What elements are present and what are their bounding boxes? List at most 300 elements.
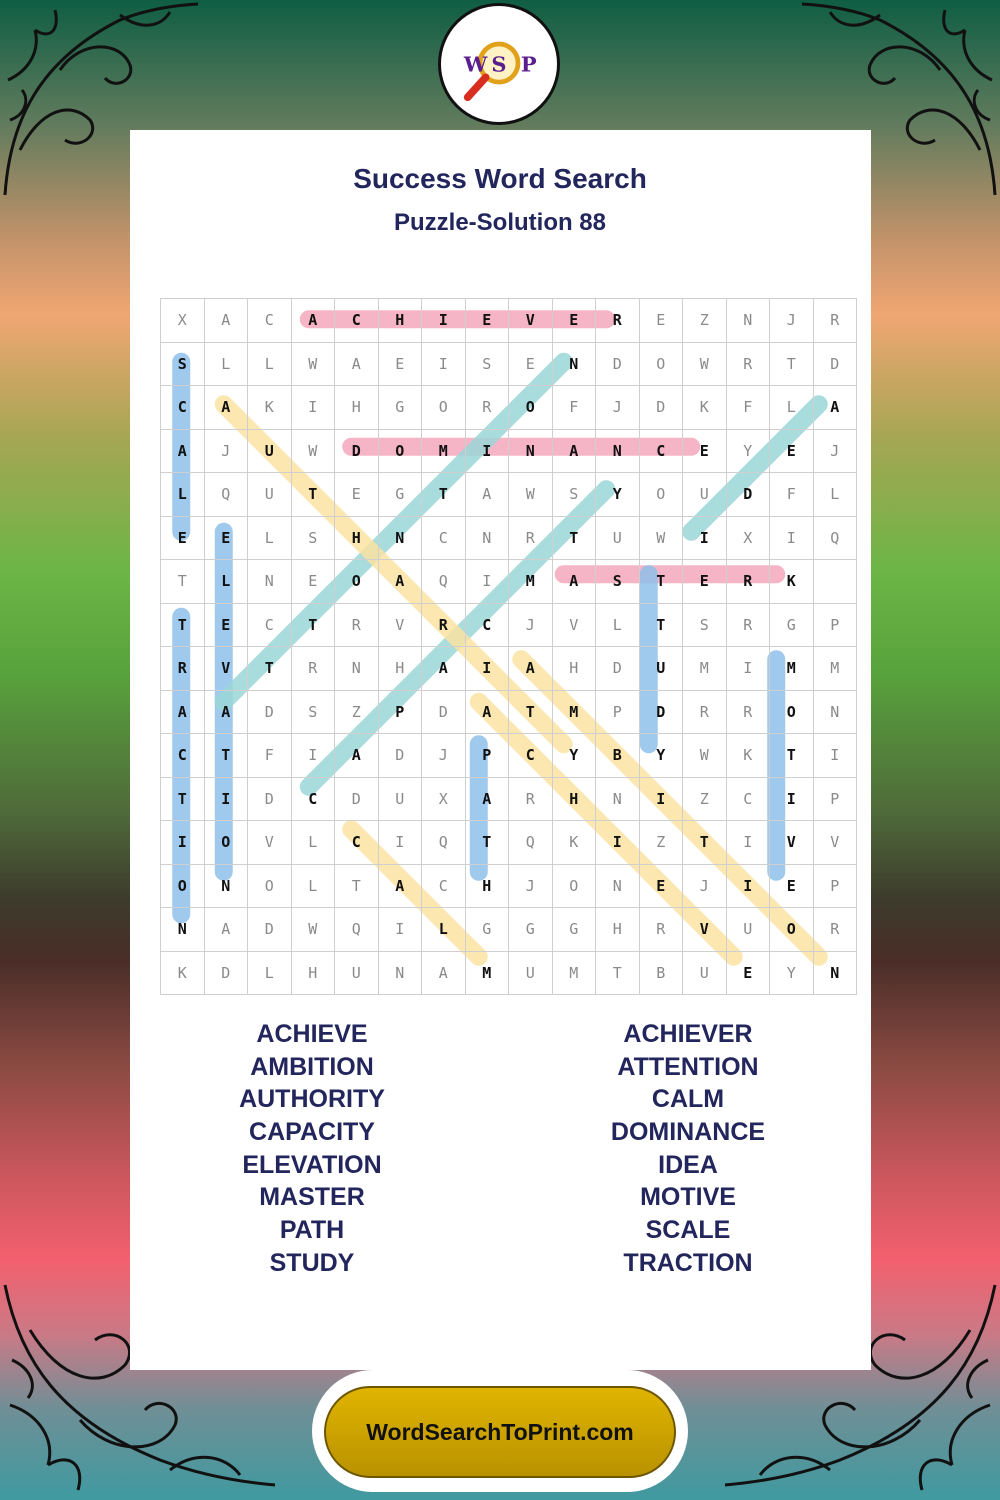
grid-cell[interactable]: V [813, 821, 857, 865]
grid-cell[interactable]: W [509, 473, 553, 517]
word-list-item: CAPACITY [249, 1118, 375, 1147]
grid-cell[interactable]: C [291, 777, 335, 821]
grid-row [161, 734, 857, 778]
grid-cell[interactable]: J [509, 603, 553, 647]
grid-cell[interactable]: H [335, 516, 379, 560]
grid-cell[interactable]: R [291, 647, 335, 691]
grid-cell[interactable]: N [552, 342, 596, 386]
grid-cell[interactable]: P [465, 734, 509, 778]
grid-cell[interactable]: O [161, 864, 205, 908]
word-list-item: IDEA [658, 1150, 718, 1179]
grid-cell[interactable]: E [683, 560, 727, 604]
grid-cell[interactable]: Y [639, 734, 683, 778]
grid-cell[interactable]: G [465, 908, 509, 952]
grid-cell[interactable]: B [639, 951, 683, 995]
grid-cell[interactable]: E [335, 473, 379, 517]
grid-cell[interactable]: N [596, 777, 640, 821]
grid-cell[interactable]: L [204, 560, 248, 604]
grid-cell[interactable]: C [509, 734, 553, 778]
grid-cell[interactable]: T [161, 777, 205, 821]
grid-cell[interactable]: O [770, 908, 814, 952]
logo-letter-s: S [491, 51, 507, 77]
grid-cell[interactable]: U [596, 516, 640, 560]
grid-cell[interactable]: R [335, 603, 379, 647]
grid-cell[interactable]: P [813, 603, 857, 647]
grid-cell[interactable]: C [248, 603, 292, 647]
grid-cell[interactable]: W [639, 516, 683, 560]
grid-cell[interactable]: I [726, 864, 770, 908]
grid-cell[interactable]: R [726, 560, 770, 604]
grid-cell[interactable]: A [204, 690, 248, 734]
grid-cell[interactable]: A [161, 429, 205, 473]
grid-cell[interactable]: D [378, 734, 422, 778]
grid-cell[interactable]: U [335, 951, 379, 995]
grid-cell[interactable]: H [291, 951, 335, 995]
grid-cell[interactable]: I [770, 777, 814, 821]
grid-cell[interactable]: D [639, 690, 683, 734]
grid-cell[interactable]: Z [335, 690, 379, 734]
grid-cell[interactable]: E [161, 516, 205, 560]
grid-cell[interactable]: U [509, 951, 553, 995]
grid-cell[interactable]: X [161, 299, 205, 343]
grid-cell[interactable]: A [465, 473, 509, 517]
word-list-item: ATTENTION [617, 1052, 759, 1081]
grid-cell[interactable]: T [248, 647, 292, 691]
grid-cell[interactable]: U [683, 951, 727, 995]
grid-cell[interactable]: A [204, 299, 248, 343]
grid-cell[interactable]: U [248, 473, 292, 517]
grid-cell[interactable]: C [465, 603, 509, 647]
grid-cell[interactable]: I [291, 734, 335, 778]
grid-cell[interactable]: P [378, 690, 422, 734]
grid-cell[interactable]: A [552, 429, 596, 473]
grid-cell[interactable]: I [422, 299, 466, 343]
grid-cell[interactable]: E [204, 516, 248, 560]
grid-cell[interactable]: R [422, 603, 466, 647]
magnifier-icon [441, 6, 557, 122]
grid-cell[interactable]: C [248, 299, 292, 343]
word-list-item: AMBITION [250, 1052, 374, 1081]
grid-cell[interactable]: T [639, 603, 683, 647]
grid-cell[interactable]: Z [683, 777, 727, 821]
grid-cell[interactable]: Q [335, 908, 379, 952]
word-list-item: DOMINANCE [610, 1118, 766, 1147]
grid-cell[interactable]: I [465, 560, 509, 604]
grid-cell[interactable]: D [248, 908, 292, 952]
grid-cell[interactable]: I [596, 821, 640, 865]
grid-cell[interactable]: N [596, 429, 640, 473]
grid-cell[interactable]: R [509, 516, 553, 560]
grid-cell[interactable]: M [770, 647, 814, 691]
grid-cell[interactable]: Q [422, 560, 466, 604]
grid-row [161, 777, 857, 821]
grid-cell[interactable]: A [422, 951, 466, 995]
grid-cell[interactable]: R [813, 908, 857, 952]
grid-cell[interactable]: O [552, 864, 596, 908]
grid-cell[interactable]: F [770, 473, 814, 517]
grid-cell[interactable]: M [552, 951, 596, 995]
grid-cell[interactable]: C [726, 777, 770, 821]
grid-cell[interactable]: H [335, 386, 379, 430]
grid-cell[interactable]: L [291, 821, 335, 865]
grid-cell[interactable]: P [596, 690, 640, 734]
grid-cell[interactable]: I [770, 516, 814, 560]
grid-cell[interactable]: A [204, 908, 248, 952]
grid-cell[interactable]: N [248, 560, 292, 604]
grid-cell[interactable]: Q [813, 516, 857, 560]
grid-cell[interactable]: T [422, 473, 466, 517]
grid-cell[interactable]: K [683, 386, 727, 430]
grid-cell[interactable]: G [378, 386, 422, 430]
grid-cell[interactable]: X [726, 516, 770, 560]
grid-cell[interactable]: T [335, 864, 379, 908]
word-list-item: SCALE [645, 1216, 731, 1245]
grid-cell[interactable]: T [683, 821, 727, 865]
grid-cell[interactable]: A [465, 777, 509, 821]
grid-cell[interactable]: I [378, 908, 422, 952]
grid-cell[interactable]: N [335, 647, 379, 691]
grid-cell[interactable]: S [596, 560, 640, 604]
grid-cell[interactable]: S [465, 342, 509, 386]
grid-cell[interactable]: E [726, 951, 770, 995]
grid-cell[interactable]: D [596, 647, 640, 691]
grid-cell[interactable]: A [813, 386, 857, 430]
grid-cell[interactable]: A [509, 647, 553, 691]
grid-cell[interactable]: I [161, 821, 205, 865]
grid-cell[interactable]: O [770, 690, 814, 734]
grid-row [161, 386, 857, 430]
grid-cell[interactable]: F [552, 386, 596, 430]
grid-cell[interactable]: R [813, 299, 857, 343]
grid-cell[interactable]: M [813, 647, 857, 691]
word-list-item: ELEVATION [242, 1150, 382, 1179]
grid-cell[interactable]: M [465, 951, 509, 995]
grid-cell[interactable]: F [726, 386, 770, 430]
logo-letter-w: W [463, 51, 488, 77]
grid-cell[interactable]: V [683, 908, 727, 952]
grid-cell[interactable]: R [465, 386, 509, 430]
grid-cell[interactable]: R [726, 342, 770, 386]
grid-cell[interactable]: S [683, 603, 727, 647]
grid-row [161, 342, 857, 386]
grid-cell[interactable]: L [291, 864, 335, 908]
grid-cell[interactable]: E [291, 560, 335, 604]
grid-cell[interactable]: K [726, 734, 770, 778]
grid-cell[interactable]: E [378, 342, 422, 386]
grid-cell[interactable]: U [639, 647, 683, 691]
grid-cell[interactable]: S [291, 516, 335, 560]
grid-cell[interactable]: A [161, 690, 205, 734]
grid-cell[interactable]: E [639, 864, 683, 908]
grid-cell[interactable]: R [726, 603, 770, 647]
grid-cell[interactable]: I [726, 647, 770, 691]
logo-letter-p: P [520, 51, 537, 77]
grid-cell[interactable]: O [639, 342, 683, 386]
grid-cell[interactable]: L [161, 473, 205, 517]
grid-row [161, 560, 857, 604]
grid-cell[interactable]: T [291, 473, 335, 517]
grid-cell[interactable]: T [465, 821, 509, 865]
grid-row [161, 516, 857, 560]
grid-cell[interactable]: A [204, 386, 248, 430]
grid-cell[interactable]: N [465, 516, 509, 560]
grid-row [161, 299, 857, 343]
grid-cell[interactable]: L [813, 473, 857, 517]
grid-cell[interactable]: I [639, 777, 683, 821]
grid-cell[interactable]: C [422, 516, 466, 560]
grid-cell[interactable]: J [422, 734, 466, 778]
grid-cell[interactable]: L [248, 342, 292, 386]
grid-cell[interactable]: J [683, 864, 727, 908]
word-list-item: ACHIEVER [623, 1020, 753, 1048]
word-list-item: PATH [279, 1216, 345, 1245]
grid-cell[interactable]: O [204, 821, 248, 865]
grid-cell[interactable]: I [465, 429, 509, 473]
grid-cell[interactable]: O [509, 386, 553, 430]
grid-cell[interactable]: Z [639, 821, 683, 865]
grid-cell[interactable]: E [204, 603, 248, 647]
grid-cell[interactable]: K [161, 951, 205, 995]
grid-cell[interactable]: H [465, 864, 509, 908]
grid-cell[interactable]: I [204, 777, 248, 821]
grid-cell[interactable]: J [596, 386, 640, 430]
letter-grid [160, 298, 857, 995]
word-list-right [538, 1018, 838, 1280]
grid-cell[interactable]: N [596, 864, 640, 908]
grid-cell[interactable]: I [465, 647, 509, 691]
grid-cell[interactable]: D [422, 690, 466, 734]
grid-cell[interactable]: H [596, 908, 640, 952]
grid-cell[interactable]: A [378, 864, 422, 908]
grid-cell[interactable] [813, 560, 857, 604]
grid-cell[interactable]: W [291, 429, 335, 473]
grid-cell[interactable]: E [770, 429, 814, 473]
grid-cell[interactable]: I [683, 516, 727, 560]
grid-cell[interactable]: J [813, 429, 857, 473]
grid-cell[interactable]: L [422, 908, 466, 952]
grid-cell[interactable]: E [509, 342, 553, 386]
grid-cell[interactable]: G [770, 603, 814, 647]
grid-cell[interactable]: J [204, 429, 248, 473]
grid-cell[interactable]: Y [726, 429, 770, 473]
grid-cell[interactable]: I [291, 386, 335, 430]
grid-cell[interactable]: L [204, 342, 248, 386]
grid-cell[interactable]: Y [770, 951, 814, 995]
grid-cell[interactable]: M [422, 429, 466, 473]
word-list-item: CALM [651, 1085, 725, 1114]
grid-cell[interactable]: O [248, 864, 292, 908]
site-logo[interactable] [438, 3, 560, 125]
grid-row [161, 690, 857, 734]
grid-cell[interactable]: D [335, 429, 379, 473]
grid-cell[interactable]: A [378, 560, 422, 604]
grid-cell[interactable]: T [161, 560, 205, 604]
grid-cell[interactable]: J [770, 299, 814, 343]
grid-row [161, 429, 857, 473]
grid-cell[interactable]: D [813, 342, 857, 386]
grid-cell[interactable]: C [639, 429, 683, 473]
grid-cell[interactable]: U [683, 473, 727, 517]
grid-cell[interactable]: E [552, 299, 596, 343]
grid-cell[interactable]: H [552, 777, 596, 821]
grid-cell[interactable]: D [726, 473, 770, 517]
grid-row [161, 908, 857, 952]
grid-cell[interactable]: T [291, 603, 335, 647]
grid-cell[interactable]: S [291, 690, 335, 734]
grid-row [161, 603, 857, 647]
grid-cell[interactable]: Q [509, 821, 553, 865]
grid-cell[interactable]: R [596, 299, 640, 343]
grid-cell[interactable]: A [552, 560, 596, 604]
grid-cell[interactable]: N [509, 429, 553, 473]
grid-cell[interactable]: K [770, 560, 814, 604]
grid-cell[interactable]: L [248, 951, 292, 995]
grid-cell[interactable]: N [378, 516, 422, 560]
grid-cell[interactable]: N [378, 951, 422, 995]
grid-cell[interactable]: I [813, 734, 857, 778]
grid-cell[interactable]: O [378, 429, 422, 473]
grid-row [161, 951, 857, 995]
grid-row [161, 821, 857, 865]
grid-cell[interactable]: W [683, 734, 727, 778]
grid-cell[interactable]: L [248, 516, 292, 560]
grid-cell[interactable]: E [770, 864, 814, 908]
word-list-item: TRACTION [623, 1248, 753, 1277]
grid-cell[interactable]: T [770, 734, 814, 778]
website-link-button[interactable]: WordSearchToPrint.com [324, 1386, 676, 1478]
grid-cell[interactable]: Z [683, 299, 727, 343]
grid-cell[interactable]: O [422, 386, 466, 430]
grid-cell[interactable]: D [596, 342, 640, 386]
grid-cell[interactable]: T [639, 560, 683, 604]
grid-cell[interactable]: U [378, 777, 422, 821]
word-list-item: ACHIEVE [256, 1020, 368, 1048]
grid-cell[interactable]: O [639, 473, 683, 517]
grid-cell[interactable]: D [335, 777, 379, 821]
grid-cell[interactable]: N [813, 690, 857, 734]
grid-cell[interactable]: H [378, 647, 422, 691]
grid-cell[interactable]: T [770, 342, 814, 386]
grid-cell[interactable]: S [161, 342, 205, 386]
grid-cell[interactable]: T [596, 951, 640, 995]
grid-cell[interactable]: L [770, 386, 814, 430]
grid-cell[interactable]: W [683, 342, 727, 386]
grid-cell[interactable]: N [204, 864, 248, 908]
grid-cell[interactable]: C [422, 864, 466, 908]
grid-cell[interactable]: P [813, 864, 857, 908]
grid-cell[interactable]: W [291, 342, 335, 386]
grid-cell[interactable]: C [335, 821, 379, 865]
grid-cell[interactable]: A [422, 647, 466, 691]
grid-cell[interactable]: D [248, 690, 292, 734]
grid-cell[interactable]: F [248, 734, 292, 778]
grid-cell[interactable]: D [248, 777, 292, 821]
grid-cell[interactable]: H [378, 299, 422, 343]
grid-cell[interactable]: N [813, 951, 857, 995]
grid-cell[interactable]: C [161, 386, 205, 430]
page-subtitle: Puzzle-Solution 88 [393, 209, 606, 236]
grid-cell[interactable]: V [770, 821, 814, 865]
grid-row [161, 647, 857, 691]
grid-cell[interactable]: C [335, 299, 379, 343]
grid-cell[interactable]: T [552, 516, 596, 560]
grid-cell[interactable]: A [335, 734, 379, 778]
grid-cell[interactable]: Q [422, 821, 466, 865]
word-list-item: STUDY [269, 1248, 355, 1277]
grid-cell[interactable]: Q [204, 473, 248, 517]
grid-cell[interactable]: G [509, 908, 553, 952]
grid-cell[interactable]: T [204, 734, 248, 778]
grid-cell[interactable]: M [683, 647, 727, 691]
page-title: Success Word Search [353, 163, 647, 194]
grid-cell[interactable]: A [291, 299, 335, 343]
grid-cell[interactable]: G [552, 908, 596, 952]
grid-cell[interactable]: N [161, 908, 205, 952]
grid-cell[interactable]: R [509, 777, 553, 821]
grid-cell[interactable]: R [161, 647, 205, 691]
grid-cell[interactable]: H [552, 647, 596, 691]
word-list-item: MASTER [259, 1183, 365, 1212]
word-list-item: AUTHORITY [239, 1085, 385, 1114]
grid-cell[interactable]: R [639, 908, 683, 952]
grid-cell[interactable]: M [509, 560, 553, 604]
grid-cell[interactable]: W [291, 908, 335, 952]
grid-cell[interactable]: M [552, 690, 596, 734]
grid-cell[interactable]: I [378, 821, 422, 865]
grid-cell[interactable]: R [726, 690, 770, 734]
grid-cell[interactable]: E [465, 299, 509, 343]
grid-cell[interactable]: V [552, 603, 596, 647]
grid-cell[interactable]: I [726, 821, 770, 865]
grid-cell[interactable]: Y [552, 734, 596, 778]
grid-cell[interactable]: V [378, 603, 422, 647]
grid-cell[interactable]: V [509, 299, 553, 343]
grid-cell[interactable]: U [726, 908, 770, 952]
grid-row [161, 473, 857, 517]
grid-cell[interactable]: I [422, 342, 466, 386]
word-search-grid [160, 298, 840, 982]
grid-cell[interactable]: T [161, 603, 205, 647]
grid-cell[interactable]: B [596, 734, 640, 778]
grid-cell[interactable]: A [335, 342, 379, 386]
grid-cell[interactable]: U [248, 429, 292, 473]
grid-cell[interactable]: S [552, 473, 596, 517]
grid-cell[interactable]: E [683, 429, 727, 473]
grid-cell[interactable]: G [378, 473, 422, 517]
grid-cell[interactable]: K [552, 821, 596, 865]
grid-cell[interactable]: C [161, 734, 205, 778]
grid-cell[interactable]: V [248, 821, 292, 865]
grid-cell[interactable]: R [683, 690, 727, 734]
word-list-item: MOTIVE [640, 1183, 736, 1212]
grid-cell[interactable]: Y [596, 473, 640, 517]
grid-cell[interactable]: A [465, 690, 509, 734]
grid-cell[interactable]: P [813, 777, 857, 821]
grid-row [161, 864, 857, 908]
grid-cell[interactable]: O [335, 560, 379, 604]
grid-cell[interactable]: N [726, 299, 770, 343]
grid-cell[interactable]: J [509, 864, 553, 908]
grid-cell[interactable]: D [639, 386, 683, 430]
grid-cell[interactable]: L [596, 603, 640, 647]
word-list-left [162, 1018, 462, 1280]
grid-cell[interactable]: D [204, 951, 248, 995]
grid-cell[interactable]: E [639, 299, 683, 343]
grid-cell[interactable]: V [204, 647, 248, 691]
grid-cell[interactable]: X [422, 777, 466, 821]
grid-cell[interactable]: K [248, 386, 292, 430]
grid-cell[interactable]: T [509, 690, 553, 734]
